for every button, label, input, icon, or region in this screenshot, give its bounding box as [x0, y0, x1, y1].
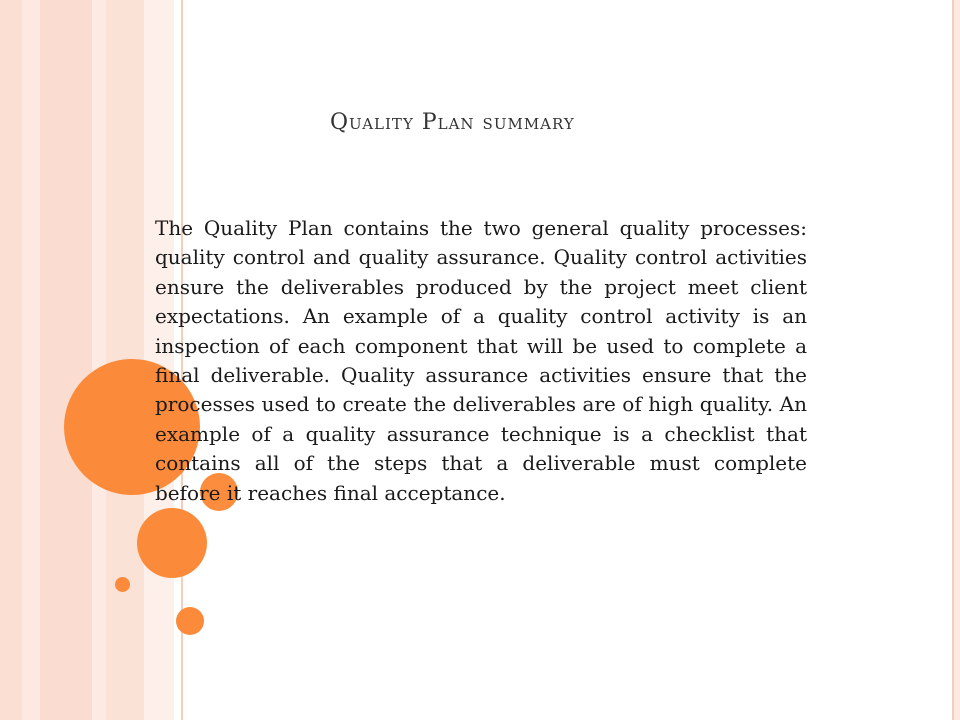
decor-stripe	[40, 0, 92, 720]
decor-stripe	[22, 0, 40, 720]
slide-body-text: The Quality Plan contains the two general quality processes: quality control and quality assurance. Quality control activities ensure the deliverables produced by the project meet client expectations. An example of a quality control activity is an inspection of each component that will be used to complete a final deliverable. Quality assurance activities ensure that the processes used to create the deliverables are of high quality. An example of a quality assurance technique is a checklist that contains all of the steps that a deliverable must complete before it reaches final acceptance.	[155, 216, 807, 505]
decor-circle-medium	[137, 508, 207, 578]
slide-title: Quality Plan summary	[330, 110, 575, 135]
decor-right-stripe	[954, 0, 960, 720]
decor-right-line	[952, 0, 954, 720]
decor-circle-lower	[176, 607, 204, 635]
decor-circle-tiny	[115, 577, 130, 592]
decor-stripe	[92, 0, 106, 720]
decor-stripe	[0, 0, 22, 720]
